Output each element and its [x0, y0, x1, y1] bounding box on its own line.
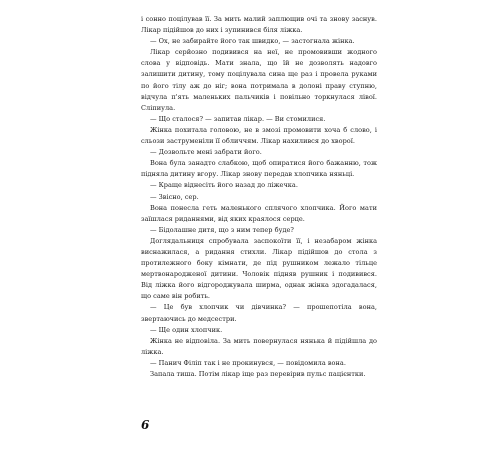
paragraph: — Краще віднесіть його назад до ліжечка. — [150, 181, 298, 190]
paragraph: Лікар серйозно подивився на неї, не промовивши жодного слова у відповідь. Мати знала, що їй не дозволять надовго залишити дитину, тому поцілувала сина ще раз і провела руками по його тілу аж до ніг; вона потримала в долоні праву ступню, відчула п'ять маленьких пальчиків і повільно торкнулася лівої. Сліпиула. — [141, 48, 377, 112]
paragraph: і сонно поцілував її. За мить малий заплющив очі та знову заснув. Лікар підійшов до них і зупинився біля ліжка. — [141, 15, 377, 35]
paragraph: Жінка не відповіла. За мить повернулася нянька й підійшла до ліжка. — [141, 336, 377, 356]
paragraph: Вона понесла геть маленького сплячого хлопчика. Його мати заїшлася риданнями, від яких краялося серце. — [141, 203, 377, 223]
paragraph: — Бідолашне дитя, що з ним тепер буде? — [150, 225, 294, 234]
body-text — [141, 14, 377, 380]
paragraph: — Ще один хлопчик. — [150, 325, 223, 334]
paragraph: Вона була занадто слабкою, щоб опиратися його бажанню, тож підняла дитину вгору. Лікар знову передав хлопчика няньці. — [141, 159, 377, 179]
paragraph: — Це був хлопчик чи дівчинка? — прошепотіла вона, звертаючись до медсестри. — [141, 303, 377, 323]
paragraph: Запала тиша. Потім лікар іще раз перевірив пульс пацієнтки. — [150, 370, 366, 378]
paragraph: Жінка похитала головою, не в змозі промовити хоча б слово, і сльози заструменіли її обличчям. Лікар нахилився до хворої. — [141, 125, 377, 146]
paragraph: — Панич Філіп так і не прокинувся, — повідомила вона. — [150, 358, 346, 367]
paragraph: — Що сталося? — запитав лікар. — Ви стомилися. — [150, 114, 326, 123]
page-number: 6 — [141, 418, 150, 432]
paragraph: — Звісно, сер. — [150, 192, 199, 201]
paragraph: — Дозвольте мені забрати його. — [150, 148, 262, 157]
paragraph: — Ох, не забирайте його так швидко, — застогнала жінка. — [150, 37, 355, 46]
paragraph: Доглядальниця спробувала заспокоїти її, і незабаром жінка виснажилася, а ридання стихли. Лікар підійшов до стола з протилежного боку кімнати, де під рушником лежало тільце мертвонародженої дитини. Чоловік підняв рушник і подивився. Від ліжка його відгороджувала ширма, однак жінка здогадалася, що саме він робить. — [141, 236, 377, 301]
